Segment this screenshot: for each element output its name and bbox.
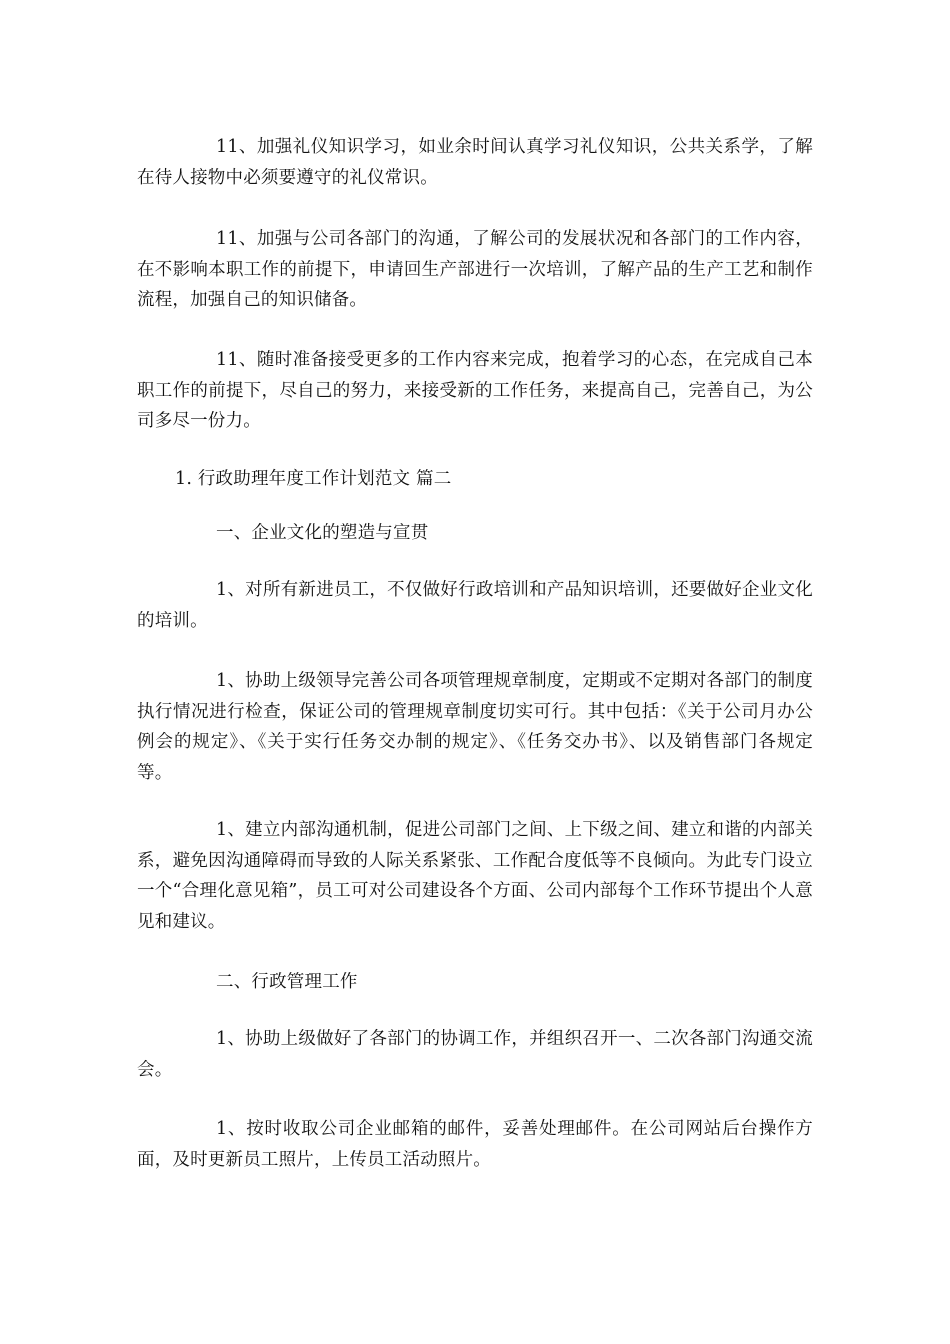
paragraph-etiquette-study: 11、加强礼仪知识学习，如业余时间认真学习礼仪知识，公共关系学，了解在待人接物中必须要遵守的礼仪常识。 (137, 137, 813, 188)
paragraph-email-handling: 1、按时收取公司企业邮箱的邮件，妥善处理邮件。在公司网站后台操作方面，及时更新员工照片，上传员工活动照片。 (137, 1119, 813, 1170)
paragraph-accept-more-work: 11、随时准备接受更多的工作内容来完成，抱着学习的心态，在完成自己本职工作的前提下，尽自己的努力，来接受新的工作任务，来提高自己，完善自己，为公司多尽一份力。 (137, 350, 813, 431)
subheading-corporate-culture: 一、企业文化的塑造与宣贯 (216, 523, 429, 543)
section-heading-plan-part-two: 1. 行政助理年度工作计划范文 篇二 (175, 469, 452, 489)
paragraph-department-communication: 11、加强与公司各部门的沟通，了解公司的发展状况和各部门的工作内容，在不影响本职工作的前提下，申请回生产部进行一次培训，了解产品的生产工艺和制作流程，加强自己的知识储备。 (137, 229, 813, 310)
subheading-admin-management: 二、行政管理工作 (216, 972, 358, 992)
paragraph-management-rules: 1、协助上级领导完善公司各项管理规章制度，定期或不定期对各部门的制度执行情况进行检查，保证公司的管理规章制度切实可行。其中包括：《关于公司月办公例会的规定》、《关于实行任务交办制的规定》、《任务交办书》、以及销售部门各规定等。 (137, 671, 813, 783)
paragraph-new-employee-training: 1、对所有新进员工，不仅做好行政培训和产品知识培训，还要做好企业文化的培训。 (137, 580, 813, 631)
paragraph-internal-communication: 1、建立内部沟通机制，促进公司部门之间、上下级之间、建立和谐的内部关系，避免因沟通障碍而导致的人际关系紧张、工作配合度低等不良倾向。为此专门设立一个“合理化意见箱”，员工可对公司建设各个方面、公司内部每个工作环节提出个人意见和建议。 (137, 820, 813, 932)
paragraph-coordination-work: 1、协助上级做好了各部门的协调工作，并组织召开一、二次各部门沟通交流会。 (137, 1029, 813, 1080)
